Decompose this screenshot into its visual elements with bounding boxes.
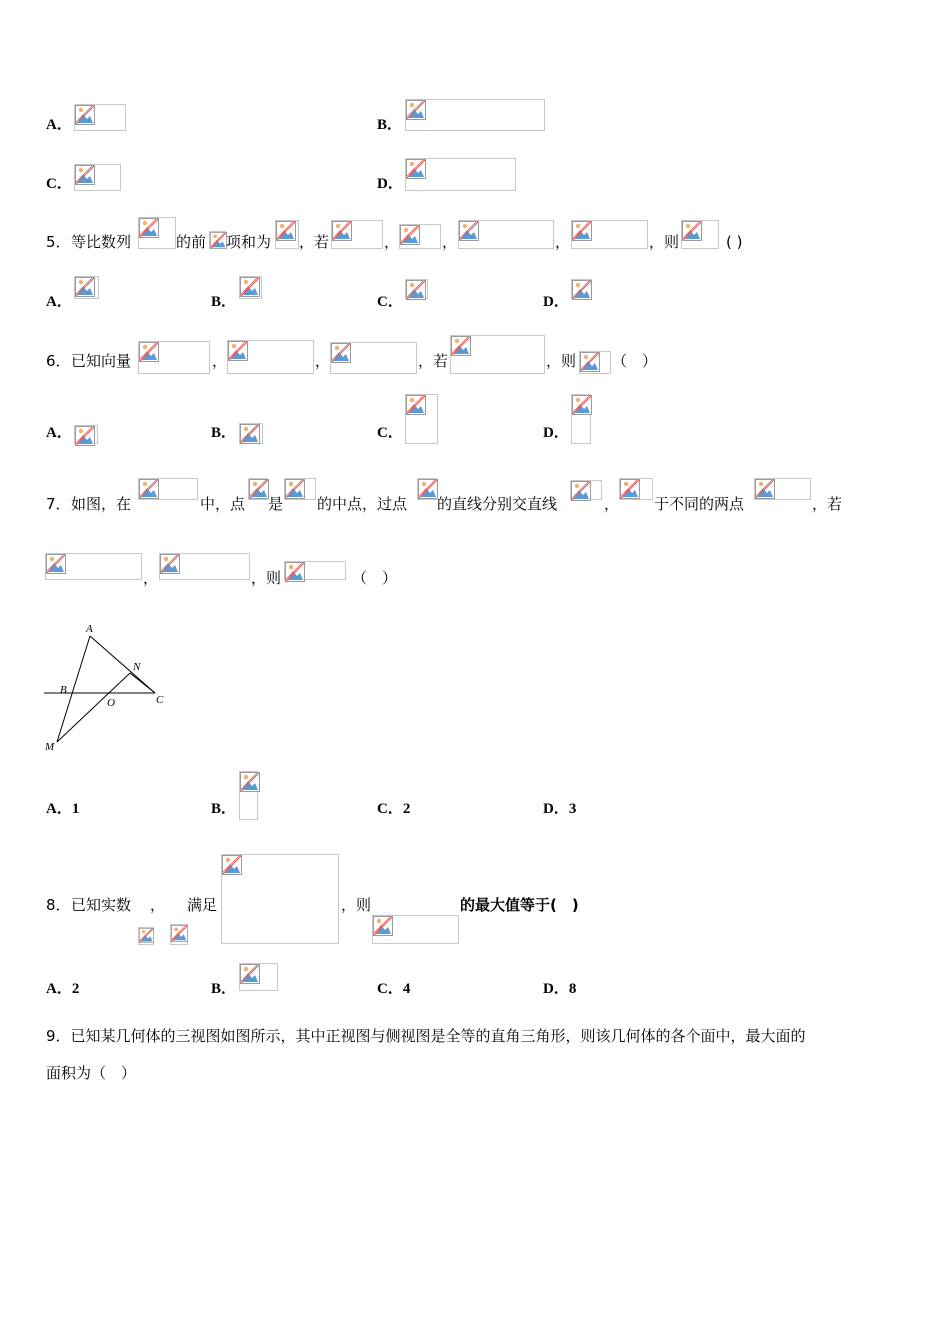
broken-image-icon — [240, 424, 260, 444]
q5-formula-image — [331, 220, 383, 249]
q6-comma: ， — [315, 352, 331, 370]
option-b-label: B． — [377, 117, 403, 133]
q6-option-b: B． — [211, 425, 237, 441]
q5-option-b: B． — [211, 294, 237, 310]
broken-image-icon — [400, 225, 420, 245]
broken-image-icon — [755, 479, 775, 499]
q7-formula-image — [284, 561, 346, 580]
broken-image-icon — [572, 221, 592, 241]
line-nc — [130, 673, 155, 693]
broken-image-icon — [240, 277, 260, 297]
q8-formula-image — [170, 924, 188, 945]
q5-text-2: 的前 — [176, 233, 207, 251]
option-b-formula-image — [405, 99, 545, 131]
point-label-n: N — [133, 661, 141, 673]
option-c-formula-image — [74, 164, 121, 191]
q7-formula-image — [159, 553, 250, 580]
broken-image-icon — [451, 336, 471, 356]
q6-text-3: ，则 — [546, 352, 577, 370]
broken-image-icon — [171, 925, 188, 942]
option-c-label: C． — [46, 176, 72, 192]
q7-option-d: D．3 — [543, 801, 577, 817]
q8-formula-image — [138, 927, 154, 945]
q7-option-c: C．2 — [377, 801, 411, 817]
q8-option-c: C．4 — [377, 981, 411, 997]
broken-image-icon — [406, 395, 426, 415]
broken-image-icon — [139, 218, 159, 238]
broken-image-icon — [46, 554, 66, 574]
q6-option-a: A． — [46, 425, 72, 441]
broken-image-icon — [682, 221, 702, 241]
q7-option-b-image — [239, 771, 258, 820]
q5-comma: ， — [384, 233, 400, 251]
q5-formula-image — [681, 220, 719, 249]
q8-option-d: D．8 — [543, 981, 577, 997]
q8-text-1: 已知实数 — [71, 896, 132, 914]
q7-formula-image — [138, 478, 198, 500]
broken-image-icon — [580, 352, 600, 372]
q5-text-3: 项和为 — [226, 233, 272, 251]
broken-image-icon — [620, 479, 640, 499]
broken-image-icon — [249, 479, 269, 499]
broken-image-icon — [276, 221, 296, 241]
broken-image-icon — [75, 277, 95, 297]
q7-text-3: 是 — [268, 495, 284, 513]
q9-text-line-1: 9．已知某几何体的三视图如图所示，其中正视图与侧视图是全等的直角三角形，则该几何体的各个面中，最大面的 — [46, 1027, 806, 1045]
q5-text-4: ，若 — [299, 233, 330, 251]
broken-image-icon — [406, 280, 426, 300]
q5-text-1: 等比数列 — [71, 233, 132, 251]
q5-option-d-image — [571, 279, 592, 299]
q7-option-b: B． — [211, 801, 237, 817]
q5-option-a: A． — [46, 294, 72, 310]
q7-formula-image — [45, 553, 142, 580]
option-d-label: D． — [377, 176, 403, 192]
point-label-o: O — [107, 697, 115, 709]
option-a-label: A． — [46, 117, 72, 133]
q5-option-b-image — [239, 276, 262, 299]
q5-option-c: C． — [377, 294, 403, 310]
broken-image-icon — [139, 479, 159, 499]
broken-image-icon — [572, 280, 592, 300]
q5-option-c-image — [405, 279, 428, 299]
q6-answer-paren: （ ） — [612, 352, 658, 370]
q6-text-2: ，若 — [418, 352, 449, 370]
option-a-formula-image — [74, 104, 126, 131]
broken-image-icon — [75, 105, 95, 125]
q7-formula-image — [248, 478, 268, 500]
broken-image-icon — [160, 554, 180, 574]
q5-comma: ， — [442, 233, 458, 251]
q7-text-6: 于不同的两点 — [654, 495, 745, 513]
q8-number: 8． — [46, 896, 71, 914]
q5-formula-image — [399, 224, 441, 249]
q8-text-2: 满足 — [187, 896, 218, 914]
q8-option-a: A．2 — [46, 981, 80, 997]
q7-formula-image — [619, 478, 653, 500]
q5-formula-image — [458, 220, 554, 249]
broken-image-icon — [285, 562, 305, 582]
q9-text-line-2: 面积为（ ） — [46, 1064, 137, 1082]
q6-option-d: D． — [543, 425, 569, 441]
q5-number: 5． — [46, 233, 71, 251]
broken-image-icon — [418, 479, 438, 499]
q7-text-2: 中，点 — [200, 495, 246, 513]
q7-text-8: ，则 — [251, 569, 282, 587]
broken-image-icon — [572, 395, 592, 415]
point-label-b: B — [60, 684, 67, 696]
broken-image-icon — [406, 100, 426, 120]
triangle-figure — [40, 615, 175, 755]
q7-formula-image — [284, 478, 316, 500]
broken-image-icon — [75, 165, 95, 185]
broken-image-icon — [285, 479, 305, 499]
broken-image-icon — [240, 772, 260, 792]
q6-text-1: 已知向量 — [71, 352, 132, 370]
q7-text-5: 的直线分别交直线 — [437, 495, 558, 513]
q8-option-b: B． — [211, 981, 237, 997]
q6-number: 6． — [46, 352, 71, 370]
broken-image-icon — [332, 221, 352, 241]
broken-image-icon — [331, 343, 351, 363]
broken-image-icon — [406, 159, 426, 179]
point-label-m: M — [45, 741, 55, 753]
q6-formula-image — [450, 335, 545, 374]
q6-option-c-image — [405, 394, 438, 444]
q7-formula-image — [417, 478, 437, 500]
line-ac — [90, 636, 155, 693]
q7-option-a: A．1 — [46, 801, 80, 817]
broken-image-icon — [222, 855, 242, 875]
q6-option-b-image — [239, 423, 263, 444]
q5-answer-paren: ( ) — [726, 233, 743, 251]
q6-formula-image — [227, 340, 314, 374]
q5-option-a-image — [74, 276, 99, 299]
q7-formula-image — [570, 480, 602, 500]
broken-image-icon — [210, 232, 227, 249]
broken-image-icon — [459, 221, 479, 241]
q8-constraint-image — [221, 854, 339, 944]
q6-option-c: C． — [377, 425, 403, 441]
q6-formula-image — [330, 342, 417, 374]
q7-text-1: 如图，在 — [71, 495, 132, 513]
q7-answer-paren: （ ） — [352, 569, 398, 587]
option-d-formula-image — [405, 158, 516, 191]
broken-image-icon — [228, 341, 248, 361]
q8-text-4: 的最大值等于( ) — [460, 896, 579, 914]
q7-comma: ， — [143, 569, 159, 587]
point-label-c: C — [156, 694, 164, 706]
q6-option-d-image — [571, 394, 591, 444]
q6-formula-image — [579, 351, 611, 374]
broken-image-icon — [373, 916, 393, 936]
q7-text-4: 的中点，过点 — [317, 495, 408, 513]
q8-text-3: ，则 — [341, 896, 372, 914]
q7-number: 7． — [46, 495, 71, 513]
broken-image-icon — [139, 928, 154, 943]
q8-option-b-image — [239, 963, 278, 991]
q7-formula-image — [754, 478, 811, 500]
q7-comma: ， — [604, 495, 620, 513]
q6-comma: ， — [212, 352, 228, 370]
q5-formula-image — [275, 220, 299, 249]
broken-image-icon — [139, 342, 159, 362]
q5-text-5: ，则 — [649, 233, 680, 251]
q8-comma: ， — [150, 896, 166, 914]
q5-comma: ， — [555, 233, 571, 251]
broken-image-icon — [240, 964, 260, 984]
q7-text-7: ，若 — [812, 495, 843, 513]
q5-formula-image — [138, 217, 176, 249]
point-label-a: A — [86, 623, 93, 635]
q5-option-d: D． — [543, 294, 569, 310]
broken-image-icon — [571, 481, 591, 501]
q6-option-a-image — [74, 425, 98, 444]
q8-formula-image — [372, 915, 459, 944]
q6-formula-image — [138, 341, 210, 374]
q5-formula-image — [571, 220, 648, 249]
broken-image-icon — [75, 426, 95, 446]
q5-formula-image — [209, 231, 226, 249]
